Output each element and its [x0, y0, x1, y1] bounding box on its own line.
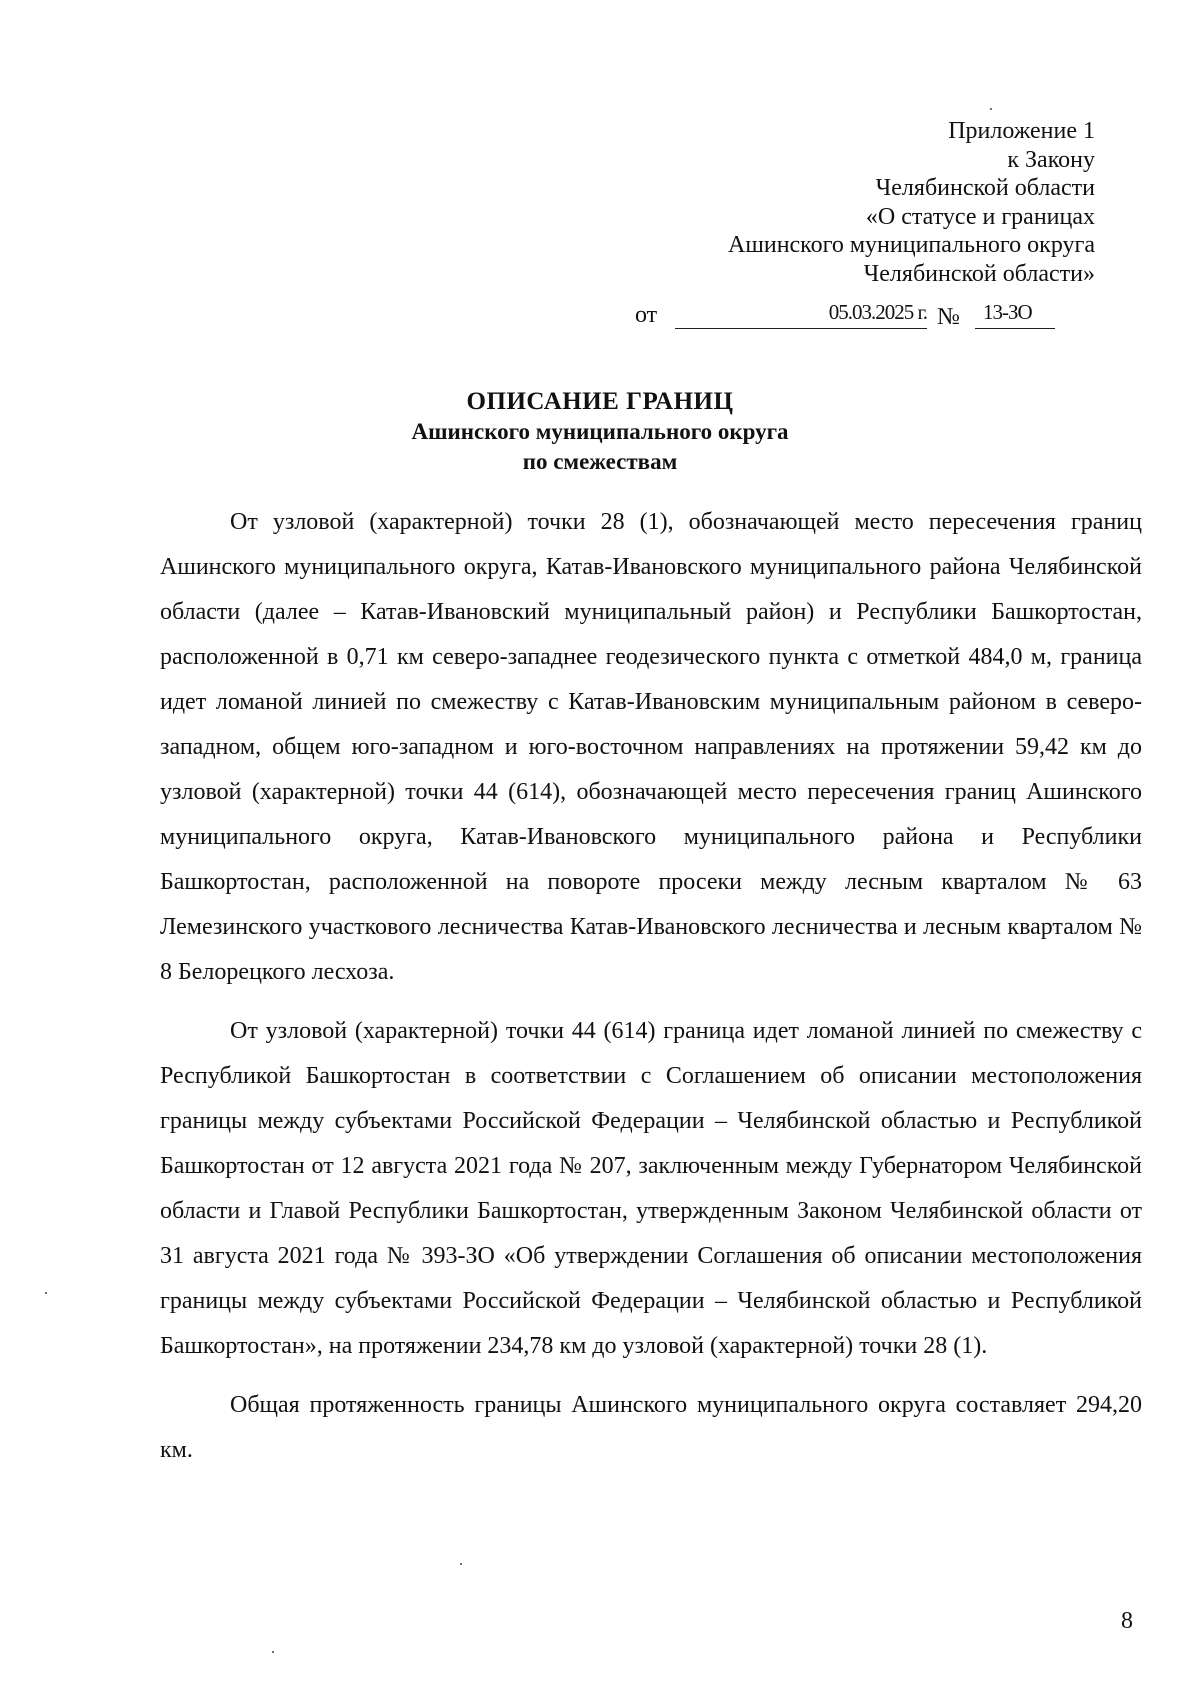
from-label: от [635, 302, 658, 328]
number-label: № [937, 304, 960, 330]
paragraph-3: Общая протяженность границы Ашинского муниципального округа составляет 294,20 км. [160, 1392, 1142, 1463]
scan-speck [272, 1651, 274, 1653]
date-field [675, 300, 927, 329]
title-line-1: ОПИСАНИЕ ГРАНИЦ [466, 388, 734, 415]
appendix-line-2: к Закону [1007, 146, 1095, 173]
scan-speck [460, 1563, 462, 1565]
law-date-row [635, 300, 1095, 334]
appendix-line-1: Приложение 1 [948, 118, 1095, 144]
number-field [975, 300, 1055, 329]
appendix-line-3: Челябинской области [875, 175, 1095, 201]
appendix-line-4: «О статусе и границах [865, 203, 1095, 230]
title-line-3: по смежествам [522, 449, 678, 474]
scan-speck [990, 108, 992, 110]
paragraph-2: От узловой (характерной) точки 44 (614) граница идет ломаной линией по смежеству с Республикой Башкортостан в соответствии с Соглашением об описании местоположения границы между субъектами Российской Федерации – Челябинской областью и Республикой Башкортостан от 12 августа 2021 года № 207, заключенным между Губернатором Челябинской области и Главой Республики Башкортостан, утвержденным Законом Челябинской области от 31 августа 2021 года № 393-ЗО «Об утверждении Соглашения об описании местоположения границы между субъектами Российской Федерации – Челябинской областью и Республикой Башкортостан», на протяжении 234,78 км до узловой (характерной) точки 28 (1). [160, 1018, 1142, 1359]
law-date: 05.03.2025 г. [828, 300, 927, 324]
appendix-line-5: Ашинского муниципального округа [728, 232, 1095, 258]
document-body [160, 500, 1142, 1487]
scan-speck [45, 1292, 47, 1294]
law-number: 13-ЗО [983, 300, 1032, 324]
document-title [0, 387, 1200, 477]
appendix-line-6: Челябинской области» [863, 260, 1095, 287]
page-number: 8 [1121, 1608, 1133, 1634]
paragraph-1: От узловой (характерной) точки 28 (1), обозначающей место пересечения границ Ашинского муниципального округа, Катав-Ивановского муниципального района Челябинской области (далее – Катав-Ивановский муниципальный район) и Республики Башкортостан, расположенной в 0,71 км северо-западнее геодезического пункта с отметкой 484,0 м, граница идет ломаной линией по смежеству с Катав-Ивановским муниципальным районом в северо-западном, общем юго-западном и юго-восточном направлениях на протяжении 59,42 км до узловой (характерной) точки 44 (614), обозначающей место пересечения границ Ашинского муниципального округа, Катав-Ивановского муниципального района и Республики Башкортостан, расположенной на повороте просеки между лесным кварталом № 63 Лемезинского участкового лесничества Катав-Ивановского лесничества и лесным кварталом № 8 Белорецкого лесхоза. [160, 509, 1142, 985]
appendix-header [575, 117, 1095, 288]
title-line-2: Ашинского муниципального округа [411, 419, 789, 444]
